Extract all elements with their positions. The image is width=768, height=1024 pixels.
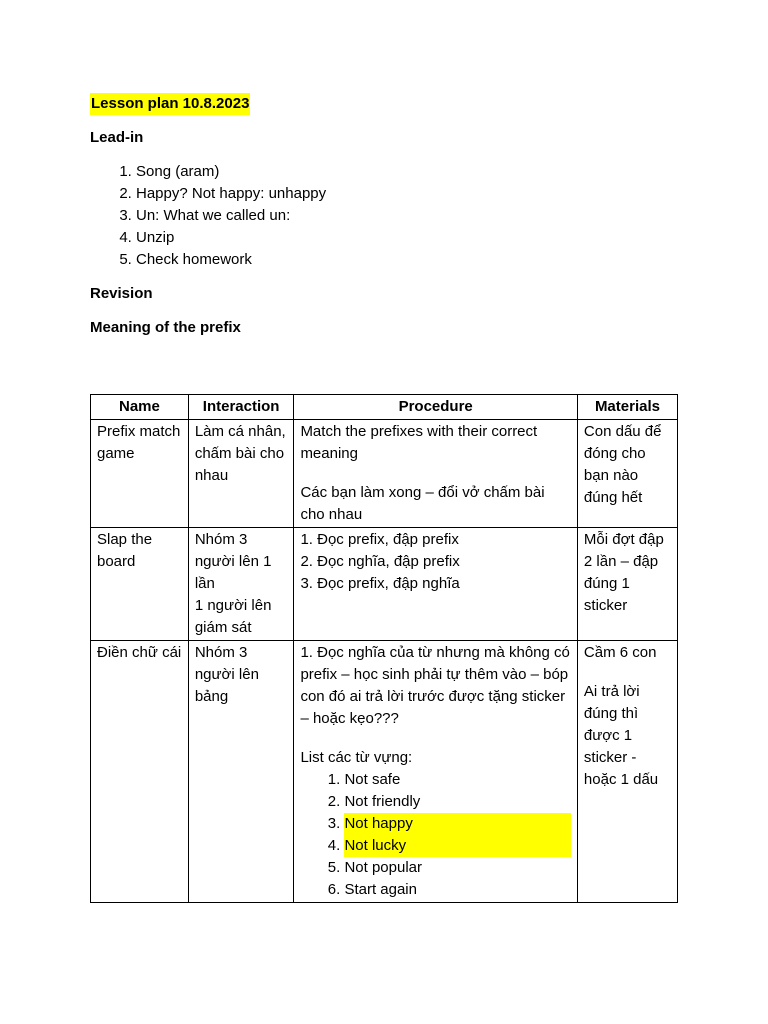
vocab-list-label: List các từ vựng: xyxy=(300,749,413,766)
list-item: 5. Not popular xyxy=(344,857,570,879)
header-interaction: Interaction xyxy=(188,395,294,420)
table-header-row xyxy=(91,395,678,420)
cell-materials: Mỗi đợt đập 2 lần – đập đúng 1 sticker xyxy=(577,528,677,641)
header-materials: Materials xyxy=(577,395,677,420)
cell-interaction: Nhóm 3 người lên 1 lần 1 người lên giám sát xyxy=(188,528,294,641)
lesson-plan-table xyxy=(90,394,678,903)
list-item-highlighted: 3. Not happy xyxy=(344,813,570,835)
list-item: 3. Un: What we called un: xyxy=(136,205,680,227)
cell-name: Điền chữ cái xyxy=(91,641,189,903)
list-item: 2. Not friendly xyxy=(344,791,570,813)
cell-interaction: Nhóm 3 người lên bảng xyxy=(188,641,294,903)
list-item: 6. Start again xyxy=(344,879,570,901)
lead-in-list xyxy=(90,161,680,271)
list-item: 2. Happy? Not happy: unhappy xyxy=(136,183,680,205)
cell-materials: Cầm 6 con Ai trả lời đúng thì được 1 sticker - hoặc 1 dấu xyxy=(577,641,677,903)
document-page xyxy=(90,93,680,898)
revision-heading: Revision xyxy=(90,285,153,302)
cell-materials: Con dấu để đóng cho bạn nào đúng hết xyxy=(577,420,677,528)
table-row xyxy=(91,528,678,641)
list-item: 5. Check homework xyxy=(136,249,680,271)
cell-procedure: Match the prefixes with their correct meaning Các bạn làm xong – đổi vở chấm bài cho nhau xyxy=(294,420,577,528)
cell-name: Prefix match game xyxy=(91,420,189,528)
header-procedure: Procedure xyxy=(294,395,577,420)
cell-procedure: 1. Đọc nghĩa của từ nhưng mà không có prefix – học sinh phải tự thêm vào – bóp con đó ai trả lời trước được tặng sticker – hoặc kẹo??? List các từ vựng: 1. Not safe 2. Not friendly 3. Not happy 4. Not lucky 5. Not popular 6. Start again xyxy=(294,641,577,903)
table-row xyxy=(91,641,678,903)
list-item-highlighted: 4. Not lucky xyxy=(344,835,570,857)
lead-in-heading: Lead-in xyxy=(90,129,144,146)
cell-procedure: 1. Đọc prefix, đập prefix 2. Đọc nghĩa, đập prefix 3. Đọc prefix, đập nghĩa xyxy=(294,528,577,641)
header-name: Name xyxy=(91,395,189,420)
document-title: Lesson plan 10.8.2023 xyxy=(90,93,250,115)
meaning-heading: Meaning of the prefix xyxy=(90,319,241,336)
list-item: 4. Unzip xyxy=(136,227,680,249)
cell-interaction: Làm cá nhân, chấm bài cho nhau xyxy=(188,420,294,528)
cell-name: Slap the board xyxy=(91,528,189,641)
vocab-list xyxy=(300,769,570,901)
table-row xyxy=(91,420,678,528)
list-item: 1. Song (aram) xyxy=(136,161,680,183)
list-item: 1. Not safe xyxy=(344,769,570,791)
